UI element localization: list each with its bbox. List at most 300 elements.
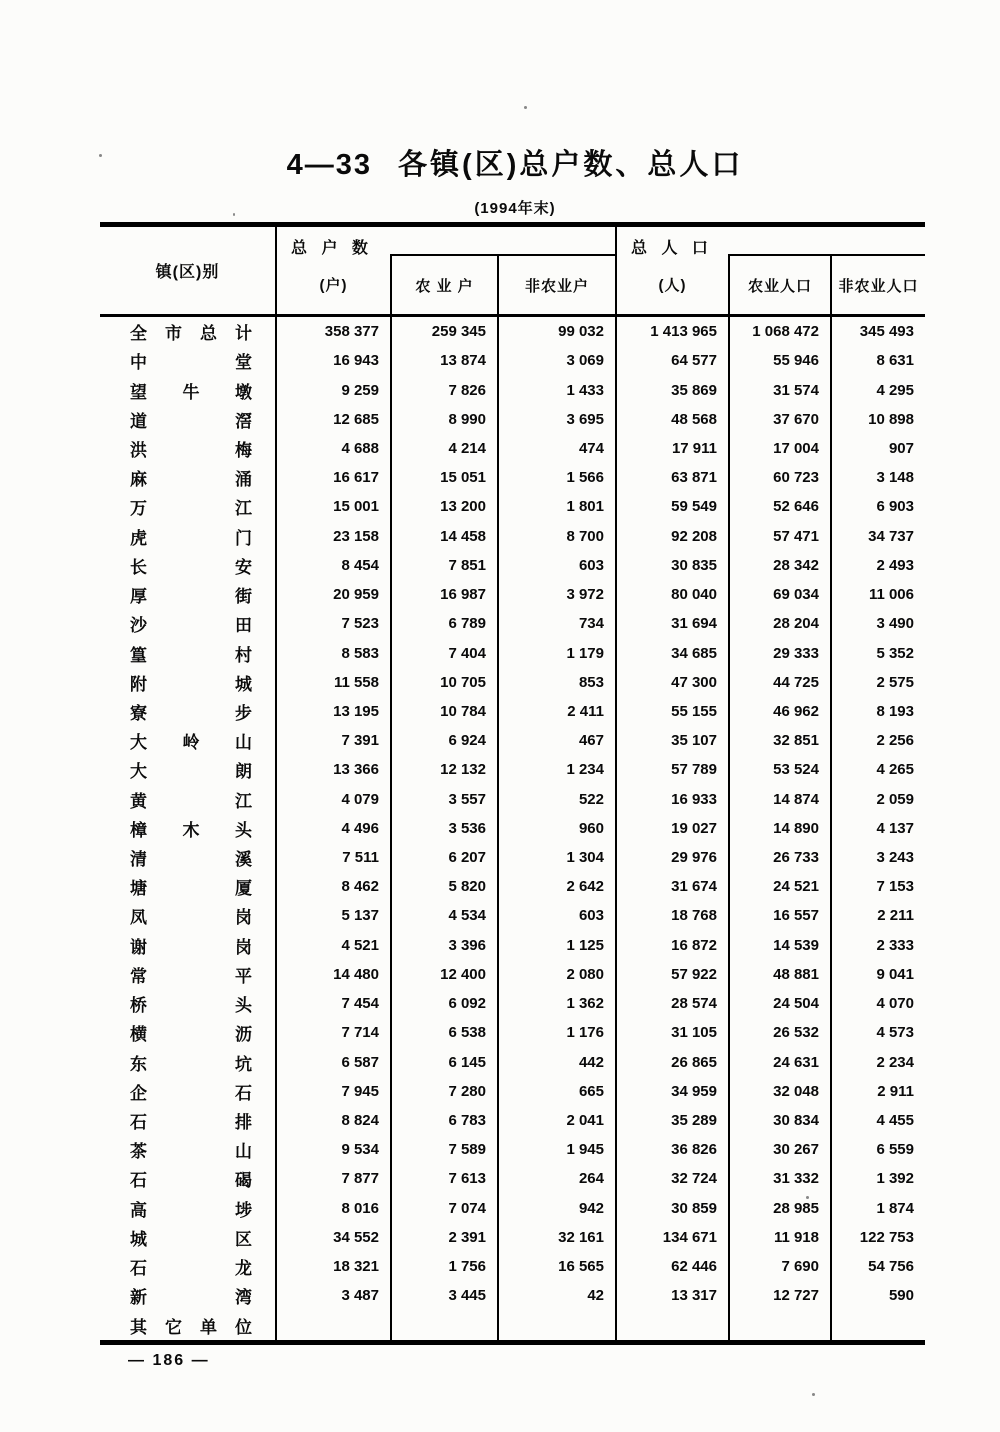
value-cell: 4 295 <box>830 375 925 404</box>
table-row <box>100 1281 925 1310</box>
value-cell: 5 820 <box>390 872 497 901</box>
value-cell: 12 132 <box>390 755 497 784</box>
table-row <box>100 551 925 580</box>
value-cell: 37 670 <box>728 405 830 434</box>
table-body <box>100 317 925 1345</box>
value-cell: 55 155 <box>615 697 728 726</box>
column-group-households <box>275 227 615 314</box>
table-row <box>100 1135 925 1164</box>
row-name: 凤 岗 <box>130 908 252 928</box>
table-row <box>100 346 925 375</box>
value-cell: 3 396 <box>390 931 497 960</box>
table-row <box>100 522 925 551</box>
value-cell: 6 903 <box>830 492 925 521</box>
value-cell: 57 471 <box>728 522 830 551</box>
value-cell: 3 243 <box>830 843 925 872</box>
value-cell: 14 480 <box>275 960 390 989</box>
table-row <box>100 901 925 930</box>
table-row <box>100 463 925 492</box>
value-cell: 3 536 <box>390 814 497 843</box>
value-cell: 6 092 <box>390 989 497 1018</box>
value-cell: 8 193 <box>830 697 925 726</box>
value-cell: 34 552 <box>275 1223 390 1252</box>
value-cell: 7 714 <box>275 1018 390 1047</box>
value-cell: 48 881 <box>728 960 830 989</box>
value-cell: 13 317 <box>615 1281 728 1310</box>
value-cell: 7 454 <box>275 989 390 1018</box>
value-cell: 264 <box>497 1164 615 1193</box>
value-cell: 4 265 <box>830 755 925 784</box>
value-cell: 7 826 <box>390 375 497 404</box>
value-cell: 60 723 <box>728 463 830 492</box>
value-cell: 603 <box>497 551 615 580</box>
value-cell: 4 534 <box>390 901 497 930</box>
statistics-table <box>100 222 925 1345</box>
row-name: 望 牛 墩 <box>130 382 252 402</box>
value-cell: 6 538 <box>390 1018 497 1047</box>
value-cell: 53 524 <box>728 755 830 784</box>
value-cell: 8 990 <box>390 405 497 434</box>
value-cell: 665 <box>497 1077 615 1106</box>
value-cell: 16 933 <box>615 785 728 814</box>
value-cell: 2 211 <box>830 901 925 930</box>
value-cell: 590 <box>830 1281 925 1310</box>
value-cell: 26 733 <box>728 843 830 872</box>
value-cell: 8 631 <box>830 346 925 375</box>
value-cell: 9 534 <box>275 1135 390 1164</box>
value-cell: 92 208 <box>615 522 728 551</box>
value-cell: 57 922 <box>615 960 728 989</box>
value-cell: 15 051 <box>390 463 497 492</box>
table-row <box>100 405 925 434</box>
value-cell: 1 413 965 <box>615 317 728 346</box>
value-cell: 16 565 <box>497 1252 615 1281</box>
value-cell: 1 392 <box>830 1164 925 1193</box>
row-name: 新 湾 <box>130 1288 252 1308</box>
value-cell: 23 158 <box>275 522 390 551</box>
value-cell: 59 549 <box>615 492 728 521</box>
table-row <box>100 814 925 843</box>
value-cell: 1 566 <box>497 463 615 492</box>
value-cell: 1 176 <box>497 1018 615 1047</box>
value-cell: 14 890 <box>728 814 830 843</box>
value-cell: 2 080 <box>497 960 615 989</box>
value-cell: 3 972 <box>497 580 615 609</box>
value-cell: 28 342 <box>728 551 830 580</box>
value-cell: 6 207 <box>390 843 497 872</box>
value-cell: 24 521 <box>728 872 830 901</box>
value-cell: 31 674 <box>615 872 728 901</box>
value-cell: 4 137 <box>830 814 925 843</box>
value-cell: 853 <box>497 668 615 697</box>
value-cell: 4 688 <box>275 434 390 463</box>
value-cell: 14 539 <box>728 931 830 960</box>
value-cell: 30 834 <box>728 1106 830 1135</box>
row-name: 城 区 <box>130 1229 252 1249</box>
scan-speck <box>812 1393 815 1396</box>
row-name: 附 城 <box>130 674 252 694</box>
value-cell: 35 107 <box>615 726 728 755</box>
row-name: 石 排 <box>130 1113 252 1133</box>
value-cell: 13 366 <box>275 755 390 784</box>
value-cell: 1 068 472 <box>728 317 830 346</box>
table-row <box>100 872 925 901</box>
value-cell: 24 631 <box>728 1047 830 1076</box>
row-name: 篁 村 <box>130 645 252 665</box>
value-cell: 12 727 <box>728 1281 830 1310</box>
value-cell: 12 400 <box>390 960 497 989</box>
value-cell: 474 <box>497 434 615 463</box>
value-cell: 7 523 <box>275 609 390 638</box>
value-cell: 1 801 <box>497 492 615 521</box>
value-cell: 48 568 <box>615 405 728 434</box>
row-name: 桥 头 <box>130 996 252 1016</box>
value-cell: 7 404 <box>390 638 497 667</box>
value-cell: 3 445 <box>390 1281 497 1310</box>
value-cell: 32 851 <box>728 726 830 755</box>
table-row <box>100 1310 925 1339</box>
table-row <box>100 317 925 346</box>
table-row <box>100 1252 925 1281</box>
row-name: 塘 厦 <box>130 879 252 899</box>
column-header-agri-households: 农 业 户 <box>390 254 497 314</box>
value-cell: 2 411 <box>497 697 615 726</box>
value-cell: 6 783 <box>390 1106 497 1135</box>
value-cell: 16 617 <box>275 463 390 492</box>
value-cell: 9 041 <box>830 960 925 989</box>
value-cell: 7 851 <box>390 551 497 580</box>
page-title <box>0 142 1000 183</box>
value-cell: 18 321 <box>275 1252 390 1281</box>
value-cell: 8 462 <box>275 872 390 901</box>
value-cell <box>497 1310 615 1339</box>
value-cell: 1 874 <box>830 1194 925 1223</box>
value-cell: 942 <box>497 1194 615 1223</box>
row-name: 黄 江 <box>130 791 252 811</box>
value-cell: 34 737 <box>830 522 925 551</box>
value-cell: 35 289 <box>615 1106 728 1135</box>
value-cell: 4 496 <box>275 814 390 843</box>
value-cell: 1 756 <box>390 1252 497 1281</box>
value-cell: 7 589 <box>390 1135 497 1164</box>
scan-speck <box>806 1196 809 1199</box>
table-title-text: 各镇(区)总户数、总人口 <box>398 149 744 181</box>
value-cell: 30 835 <box>615 551 728 580</box>
table-row <box>100 931 925 960</box>
scan-speck <box>99 154 102 157</box>
table-row <box>100 989 925 1018</box>
column-header-agri-population: 农业人口 <box>728 254 830 314</box>
value-cell: 10 784 <box>390 697 497 726</box>
value-cell: 32 724 <box>615 1164 728 1193</box>
value-cell: 4 079 <box>275 785 390 814</box>
value-cell: 30 859 <box>615 1194 728 1223</box>
value-cell: 5 352 <box>830 638 925 667</box>
row-name: 其 它 单 位 <box>130 1317 252 1337</box>
value-cell: 64 577 <box>615 346 728 375</box>
value-cell: 467 <box>497 726 615 755</box>
value-cell: 54 756 <box>830 1252 925 1281</box>
value-cell: 69 034 <box>728 580 830 609</box>
row-name: 中 堂 <box>130 353 252 373</box>
table-row <box>100 1047 925 1076</box>
value-cell: 3 695 <box>497 405 615 434</box>
row-name: 洪 梅 <box>130 440 252 460</box>
value-cell: 7 280 <box>390 1077 497 1106</box>
row-name: 长 安 <box>130 557 252 577</box>
value-cell: 2 391 <box>390 1223 497 1252</box>
value-cell: 6 789 <box>390 609 497 638</box>
value-cell: 28 574 <box>615 989 728 1018</box>
value-cell: 29 333 <box>728 638 830 667</box>
table-row <box>100 580 925 609</box>
value-cell: 522 <box>497 785 615 814</box>
row-name: 麻 涌 <box>130 470 252 490</box>
value-cell: 8 700 <box>497 522 615 551</box>
column-header-population-unit: (人) <box>658 276 687 294</box>
table-row <box>100 668 925 697</box>
value-cell: 1 234 <box>497 755 615 784</box>
value-cell: 2 234 <box>830 1047 925 1076</box>
value-cell: 20 959 <box>275 580 390 609</box>
value-cell: 55 946 <box>728 346 830 375</box>
table-number: 4—33 <box>286 149 373 181</box>
row-name: 樟 木 头 <box>130 820 252 840</box>
column-group-population <box>615 227 925 314</box>
row-name: 石 龙 <box>130 1259 252 1279</box>
value-cell: 17 911 <box>615 434 728 463</box>
table-header <box>100 222 925 317</box>
table-row <box>100 726 925 755</box>
value-cell: 1 125 <box>497 931 615 960</box>
column-header-households-unit: (户) <box>319 276 348 294</box>
value-cell: 3 490 <box>830 609 925 638</box>
table-row <box>100 785 925 814</box>
value-cell: 36 826 <box>615 1135 728 1164</box>
value-cell: 26 865 <box>615 1047 728 1076</box>
value-cell <box>728 1310 830 1339</box>
value-cell <box>830 1310 925 1339</box>
value-cell: 31 105 <box>615 1018 728 1047</box>
value-cell: 8 824 <box>275 1106 390 1135</box>
value-cell: 15 001 <box>275 492 390 521</box>
value-cell: 7 945 <box>275 1077 390 1106</box>
value-cell: 7 877 <box>275 1164 390 1193</box>
row-name: 全 市 总 计 <box>130 324 252 344</box>
table-row <box>100 960 925 989</box>
page-subtitle: (1994年末) <box>474 200 556 217</box>
value-cell: 3 557 <box>390 785 497 814</box>
table-row <box>100 638 925 667</box>
value-cell: 13 874 <box>390 346 497 375</box>
value-cell: 6 145 <box>390 1047 497 1076</box>
value-cell: 32 048 <box>728 1077 830 1106</box>
value-cell: 345 493 <box>830 317 925 346</box>
value-cell: 11 558 <box>275 668 390 697</box>
value-cell: 16 872 <box>615 931 728 960</box>
table-row <box>100 434 925 463</box>
value-cell <box>275 1310 390 1339</box>
value-cell: 80 040 <box>615 580 728 609</box>
table-row <box>100 697 925 726</box>
value-cell: 2 059 <box>830 785 925 814</box>
value-cell: 12 685 <box>275 405 390 434</box>
value-cell: 17 004 <box>728 434 830 463</box>
value-cell: 122 753 <box>830 1223 925 1252</box>
value-cell: 8 454 <box>275 551 390 580</box>
value-cell: 14 874 <box>728 785 830 814</box>
group-label-households: 总 户 数 <box>291 240 373 257</box>
table-row <box>100 755 925 784</box>
table-row <box>100 1223 925 1252</box>
page-number: — 186 — <box>128 1352 210 1369</box>
table-row <box>100 1018 925 1047</box>
value-cell: 63 871 <box>615 463 728 492</box>
table-row <box>100 843 925 872</box>
row-name: 茶 山 <box>130 1142 252 1162</box>
value-cell: 35 869 <box>615 375 728 404</box>
value-cell: 960 <box>497 814 615 843</box>
value-cell: 4 573 <box>830 1018 925 1047</box>
value-cell: 29 976 <box>615 843 728 872</box>
value-cell: 44 725 <box>728 668 830 697</box>
scan-speck <box>233 213 235 216</box>
value-cell: 16 987 <box>390 580 497 609</box>
value-cell: 3 069 <box>497 346 615 375</box>
table-row <box>100 492 925 521</box>
table-row <box>100 1194 925 1223</box>
value-cell: 4 070 <box>830 989 925 1018</box>
value-cell: 2 642 <box>497 872 615 901</box>
value-cell: 442 <box>497 1047 615 1076</box>
row-name: 常 平 <box>130 966 252 986</box>
scan-speck <box>524 106 527 109</box>
value-cell: 2 041 <box>497 1106 615 1135</box>
value-cell: 603 <box>497 901 615 930</box>
value-cell: 18 768 <box>615 901 728 930</box>
value-cell: 11 918 <box>728 1223 830 1252</box>
value-cell: 16 557 <box>728 901 830 930</box>
value-cell: 62 446 <box>615 1252 728 1281</box>
value-cell: 3 487 <box>275 1281 390 1310</box>
table-row <box>100 1077 925 1106</box>
value-cell: 7 690 <box>728 1252 830 1281</box>
subheader-row-population <box>617 254 925 314</box>
value-cell: 28 204 <box>728 609 830 638</box>
value-cell: 47 300 <box>615 668 728 697</box>
subheader-row-households <box>277 254 615 314</box>
table-row <box>100 1164 925 1193</box>
row-name: 寮 步 <box>130 703 252 723</box>
value-cell: 9 259 <box>275 375 390 404</box>
value-cell: 1 304 <box>497 843 615 872</box>
value-cell: 7 511 <box>275 843 390 872</box>
value-cell: 3 148 <box>830 463 925 492</box>
value-cell: 42 <box>497 1281 615 1310</box>
column-header-town: 镇(区)别 <box>155 264 220 281</box>
value-cell: 24 504 <box>728 989 830 1018</box>
value-cell: 6 924 <box>390 726 497 755</box>
value-cell: 134 671 <box>615 1223 728 1252</box>
value-cell: 10 705 <box>390 668 497 697</box>
value-cell: 7 153 <box>830 872 925 901</box>
value-cell: 99 032 <box>497 317 615 346</box>
row-name: 大 岭 山 <box>130 733 252 753</box>
group-label-population: 总 人 口 <box>631 240 713 257</box>
value-cell: 34 959 <box>615 1077 728 1106</box>
value-cell: 30 267 <box>728 1135 830 1164</box>
value-cell: 907 <box>830 434 925 463</box>
value-cell: 4 455 <box>830 1106 925 1135</box>
value-cell: 8 583 <box>275 638 390 667</box>
column-header-nonagri-households: 非农业户 <box>497 254 615 314</box>
value-cell: 6 559 <box>830 1135 925 1164</box>
value-cell: 7 613 <box>390 1164 497 1193</box>
value-cell: 2 575 <box>830 668 925 697</box>
row-name: 清 溪 <box>130 850 252 870</box>
value-cell: 19 027 <box>615 814 728 843</box>
value-cell: 57 789 <box>615 755 728 784</box>
row-name: 虎 门 <box>130 528 252 548</box>
value-cell: 5 137 <box>275 901 390 930</box>
value-cell: 32 161 <box>497 1223 615 1252</box>
value-cell <box>390 1310 497 1339</box>
column-header-nonagri-population: 非农业人口 <box>830 254 925 314</box>
value-cell: 31 574 <box>728 375 830 404</box>
value-cell: 1 433 <box>497 375 615 404</box>
value-cell: 2 493 <box>830 551 925 580</box>
value-cell: 2 333 <box>830 931 925 960</box>
value-cell: 31 332 <box>728 1164 830 1193</box>
value-cell: 358 377 <box>275 317 390 346</box>
row-name: 沙 田 <box>130 616 252 636</box>
value-cell: 4 214 <box>390 434 497 463</box>
row-name: 厚 街 <box>130 587 252 607</box>
value-cell: 16 943 <box>275 346 390 375</box>
value-cell: 13 200 <box>390 492 497 521</box>
value-cell: 31 694 <box>615 609 728 638</box>
row-name: 谢 岗 <box>130 937 252 957</box>
row-name: 横 沥 <box>130 1025 252 1045</box>
value-cell <box>615 1310 728 1339</box>
value-cell: 1 179 <box>497 638 615 667</box>
value-cell: 34 685 <box>615 638 728 667</box>
row-name: 高 埗 <box>130 1200 252 1220</box>
value-cell: 7 074 <box>390 1194 497 1223</box>
value-cell: 28 985 <box>728 1194 830 1223</box>
value-cell: 52 646 <box>728 492 830 521</box>
row-name: 道 滘 <box>130 411 252 431</box>
value-cell: 6 587 <box>275 1047 390 1076</box>
value-cell: 10 898 <box>830 405 925 434</box>
table-row <box>100 375 925 404</box>
value-cell: 734 <box>497 609 615 638</box>
value-cell: 14 458 <box>390 522 497 551</box>
value-cell: 2 256 <box>830 726 925 755</box>
value-cell: 7 391 <box>275 726 390 755</box>
row-name: 万 江 <box>130 499 252 519</box>
row-name: 东 坑 <box>130 1054 252 1074</box>
row-name: 石 碣 <box>130 1171 252 1191</box>
value-cell: 1 362 <box>497 989 615 1018</box>
table-row <box>100 609 925 638</box>
value-cell: 1 945 <box>497 1135 615 1164</box>
row-name: 大 朗 <box>130 762 252 782</box>
value-cell: 26 532 <box>728 1018 830 1047</box>
row-name: 企 石 <box>130 1083 252 1103</box>
value-cell: 11 006 <box>830 580 925 609</box>
value-cell: 8 016 <box>275 1194 390 1223</box>
